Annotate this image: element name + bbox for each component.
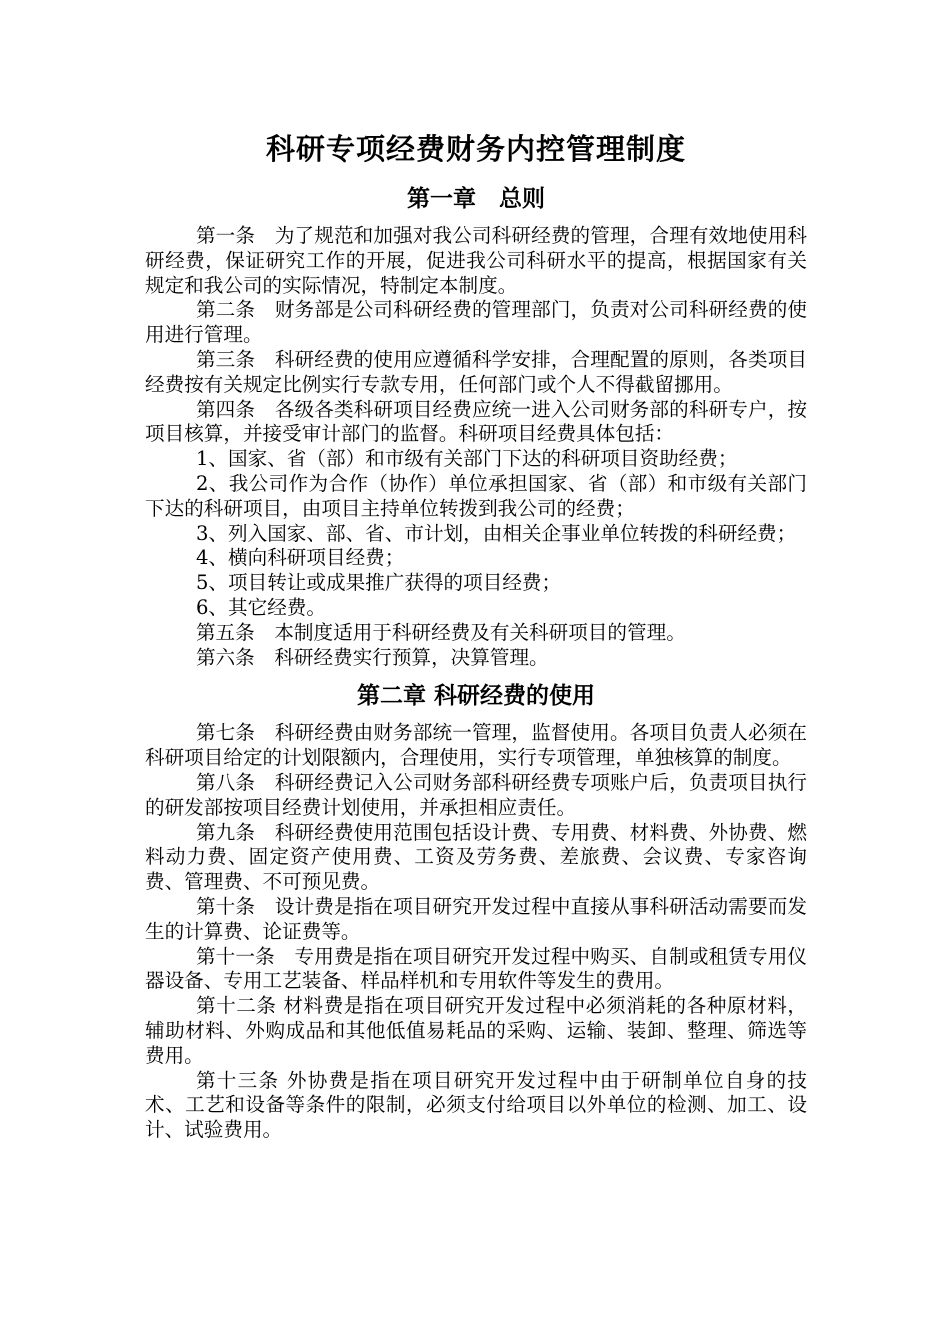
list-item-4: 4、横向科研项目经费；: [195, 546, 405, 570]
list-item-2: 2、我公司作为合作（协作）单位承担国家、省（部）和市级有关部门下达的科研项目，由项目主持单位转拨到我公司的经费；: [145, 471, 807, 520]
article-7: 第七条 科研经费由财务部统一管理，监督使用。各项目负责人必须在科研项目给定的计划限额内，合理使用，实行专项管理，单独核算的制度。: [145, 721, 807, 770]
article-4: 第四条 各级各类科研项目经费应统一进入公司财务部的科研专户，按项目核算，并接受审计部门的监督。科研项目经费具体包括：: [145, 397, 807, 446]
article-3: 第三条 科研经费的使用应遵循科学安排，合理配置的原则，各类项目经费按有关规定比例实行专款专用，任何部门或个人不得截留挪用。: [145, 347, 807, 396]
chapter-heading: 第二章 科研经费的使用: [356, 682, 595, 710]
list-item-3: 3、列入国家、部、省、市计划，由相关企事业单位转拨的科研经费；: [195, 521, 797, 545]
article-12: 第十二条 材料费是指在项目研究开发过程中必须消耗的各种原材料，辅助材料、外购成品和其他低值易耗品的采购、运输、装卸、整理、筛选等费用。: [145, 994, 807, 1067]
chapter-heading: 第一章 总则: [407, 185, 545, 212]
chapter-2: [145, 671, 807, 1143]
list-item-1: 1、国家、省（部）和市级有关部门下达的科研项目资助经费；: [195, 447, 738, 471]
article-6: 第六条 科研经费实行预算，决算管理。: [195, 645, 549, 669]
article-1: 第一条 为了规范和加强对我公司科研经费的管理，合理有效地使用科研经费，保证研究工作的开展，促进我公司科研水平的提高，根据国家有关规定和我公司的实际情况，特制定本制度。: [145, 224, 807, 297]
article-10: 第十条 设计费是指在项目研究开发过程中直接从事科研活动需要而发生的计算费、论证费等。: [145, 894, 807, 943]
article-8: 第八条 科研经费记入公司财务部科研经费专项账户后，负责项目执行的研发部按项目经费计划使用，并承担相应责任。: [145, 770, 807, 819]
article-5: 第五条 本制度适用于科研经费及有关科研项目的管理。: [195, 620, 686, 644]
article-13: 第十三条 外协费是指在项目研究开发过程中由于研制单位自身的技术、工艺和设备等条件的限制，必须支付给项目以外单位的检测、加工、设计、试验费用。: [145, 1068, 807, 1142]
list-item-6: 6、其它经费。: [195, 595, 326, 619]
article-11: 第十一条 专用费是指在项目研究开发过程中购买、自制或租赁专用仪器设备、专用工艺装备、样品样机和专用软件等发生的费用。: [145, 944, 807, 993]
document-page: [145, 124, 807, 1143]
article-9: 第九条 科研经费使用范围包括设计费、专用费、材料费、外协费、燃料动力费、固定资产使用费、工资及劳务费、差旅费、会议费、专家咨询费、管理费、不可预见费。: [145, 820, 807, 894]
list-item-5: 5、项目转让或成果推广获得的项目经费；: [195, 571, 562, 595]
chapter-1: [145, 174, 807, 670]
document-title: 科研专项经费财务内控管理制度: [265, 132, 686, 166]
article-2: 第二条 财务部是公司科研经费的管理部门，负责对公司科研经费的使用进行管理。: [145, 298, 807, 347]
